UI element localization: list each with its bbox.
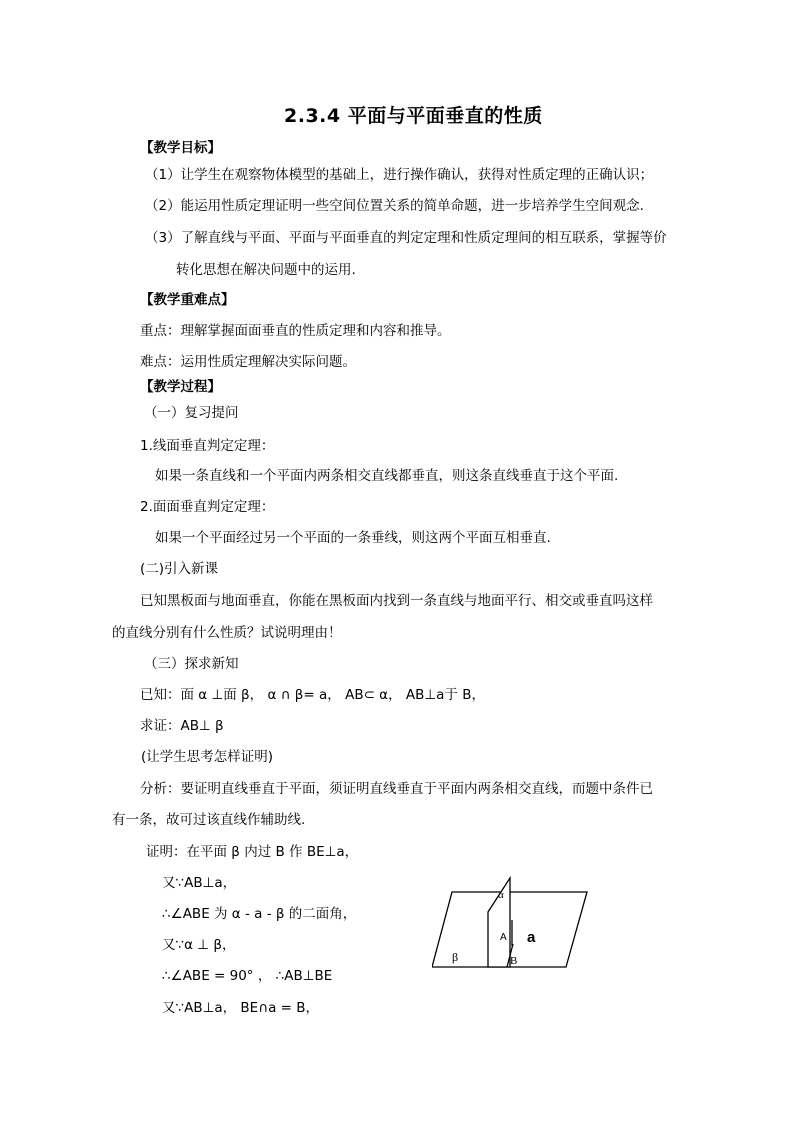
analysis-2: 有一条，故可过该直线作辅助线. — [112, 812, 306, 828]
intro-text-1: 已知黑板面与地面垂直，你能在黑板面内找到一条直线与地面平行、相交或垂直吗这样 — [140, 593, 653, 609]
intro-text-2: 的直线分别有什么性质？试说明理由！ — [112, 625, 342, 641]
hint: (让学生思考怎样证明) — [141, 749, 274, 765]
goal-2: （2）能运用性质定理证明一些空间位置关系的简单命题，进一步培养学生空间观念. — [145, 198, 644, 214]
difficult-point: 难点：运用性质定理解决实际问题。 — [140, 354, 356, 370]
goal-3-continued: 转化思想在解决问题中的运用. — [176, 262, 356, 278]
proof-line-6: 又∵AB⊥a， BE∩a = B， — [162, 1000, 320, 1016]
proof-line-4: 又∵α ⊥ β， — [162, 937, 236, 953]
theorem1-title: 1.线面垂直判定定理： — [140, 438, 275, 454]
explore-title: （三）探求新知 — [144, 656, 239, 672]
key-point: 重点：理解掌握面面垂直的性质定理和内容和推导。 — [140, 323, 451, 339]
label-beta: β — [452, 950, 459, 964]
theorem2-text: 如果一个平面经过另一个平面的一条垂线，则这两个平面互相垂直. — [155, 530, 551, 546]
goal-3: （3）了解直线与平面、平面与平面垂直的判定定理和性质定理间的相互联系，掌握等价 — [145, 230, 667, 246]
prove-statement: 求证：AB⊥ β — [140, 718, 224, 734]
key-heading: 【教学重难点】 — [140, 292, 235, 308]
theorem1-text: 如果一条直线和一个平面内两条相交直线都垂直，则这条直线垂直于这个平面. — [155, 468, 619, 484]
proof-line-2: 又∵AB⊥a， — [162, 875, 237, 891]
intro-title: (二)引入新课 — [140, 561, 219, 577]
label-a: a — [527, 929, 536, 946]
goals-heading: 【教学目标】 — [140, 140, 221, 156]
given-statement: 已知：面 α ⊥面 β， α ∩ β= a， AB⊂ α， AB⊥a于 B， — [140, 687, 485, 703]
proof-line-1: 证明：在平面 β 内过 B 作 BE⊥a， — [146, 844, 359, 860]
theorem2-title: 2.面面垂直判定定理： — [140, 499, 275, 515]
goal-1: （1）让学生在观察物体模型的基础上，进行操作确认，获得对性质定理的正确认识； — [145, 167, 654, 183]
label-B: B — [510, 955, 518, 967]
proof-line-5: ∴∠ABE = 90° ， ∴AB⊥BE — [162, 968, 333, 984]
review-title: （一）复习提问 — [144, 405, 239, 421]
perpendicular-planes-figure — [432, 870, 590, 970]
label-alpha: α — [498, 889, 504, 901]
page-title: 2.3.4 平面与平面垂直的性质 — [284, 105, 543, 127]
analysis-1: 分析：要证明直线垂直于平面，须证明直线垂直于平面内两条相交直线，而题中条件已 — [140, 781, 653, 797]
proof-line-3: ∴∠ABE 为 α - a - β 的二面角， — [162, 906, 357, 922]
label-A: A — [500, 932, 507, 943]
process-heading: 【教学过程】 — [140, 379, 221, 395]
